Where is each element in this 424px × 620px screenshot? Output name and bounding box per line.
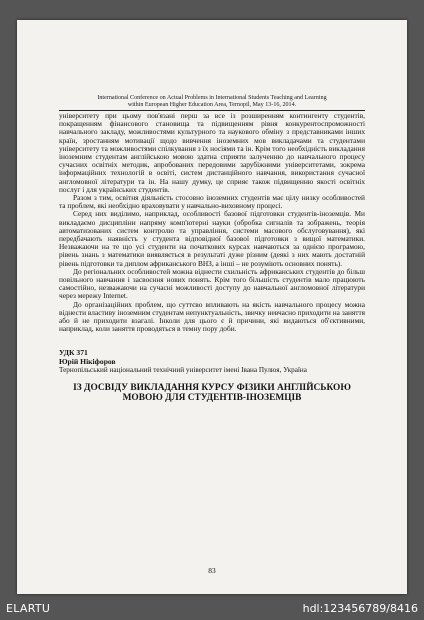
conference-header: [37, 95, 387, 109]
udc-code: УДК 371: [59, 348, 88, 358]
paragraph-3: Серед них виділимо, наприклад, особливості базової підготовки студентів-іноземців. Ми викладаємо дисципліни напряму комп'ютерні науки (обробка сигналів та зображень, теорія автоматизованих систем контролю та управління, системи масового обслуговування), які передбачають наявність у студента відповідної базової підготовки з вищої математики. Незважаючи на те що усі студенти на початкових курсах навчаються за однією програмою, рівень знань з математики виявляється в результаті дуже різним (деякі з них мають достатній рівень підготовки та диплом африканського ВНЗ, а інші – не розуміють основних понять).: [59, 209, 365, 268]
article-body: [59, 112, 365, 404]
article-title: ІЗ ДОСВІДУ ВИКЛАДАННЯ КУРСУ ФІЗИКИ АНГЛІЙСЬКОЮ МОВОЮ ДЛЯ СТУДЕНТІВ-ІНОЗЕМЦІВ: [73, 382, 351, 404]
paragraph-4: До регіональних особливостей можна віднести схильність африканських студентів до більш повільного навчання і засвоєння нових понять. Крім того більшість студентів мало працюють самостійно, незважаючи на сучасні можливості доступу до навчальної англомовної літератури через мережу Internet.: [59, 266, 365, 301]
paragraph-1: університету при цьому пов'язані перш за все із розширенням контингенту студентів, покращенням фінансового становища та підвищенням рівня конкурентоспроможності навчального закладу, можливостями культурного та наукового обміну з представниками інших країн, зростанням мотивації щодо вивчення іноземних мов викладачами та студентами університету та можливостями спілкування з їх носіями та ін. Крім того необхідність викладання іноземним студентам англійською мовою здатна сприяти залученню до навчального процесу сучасних освітніх методик, апробованих передовими зарубіжними університетами, зокрема інформаційних технологій в освіті, систем дистанційного навчання, використання сучасної англомовної літератури та ін. На нашу думку, це сприяє також підвищенню якості освітніх послуг і для українських студентів.: [59, 111, 365, 194]
document-page: [17, 20, 407, 594]
page-number: 83: [208, 566, 216, 575]
header-line-2: within European Higher Education Area, Ternopil, May 13-16, 2014.: [127, 102, 297, 108]
author-name: Юрій Нікіфоров: [59, 356, 116, 366]
paragraph-2: Разом з тим, освітня діяльність стосовно іноземних студентів має цілу низку особливостей та проблем, які необхідно враховувати у навчально-виховному процесі.: [59, 193, 365, 211]
author-affiliation: Тернопільський національний технічний університет імені Івана Пулюя, Україна: [59, 366, 307, 375]
section-gap: [59, 333, 365, 343]
header-line-1: International Conference on Actual Problems in International Students Teaching and Learning: [97, 95, 327, 101]
handle-identifier[interactable]: hdl:123456789/8416: [302, 602, 418, 615]
repository-label: ELARTU: [6, 602, 51, 615]
paragraph-5: До організаційних проблем, що суттєво впливають на якість навчального процесу можна віднести властиву іноземним студентам непунктуальність, звичку невчасно приходити на заняття або й не приходити взагалі. Інколи для цього є й причини, які видаються об'єктивними, наприклад, коли заняття проводяться в темну пору доби.: [59, 299, 365, 334]
